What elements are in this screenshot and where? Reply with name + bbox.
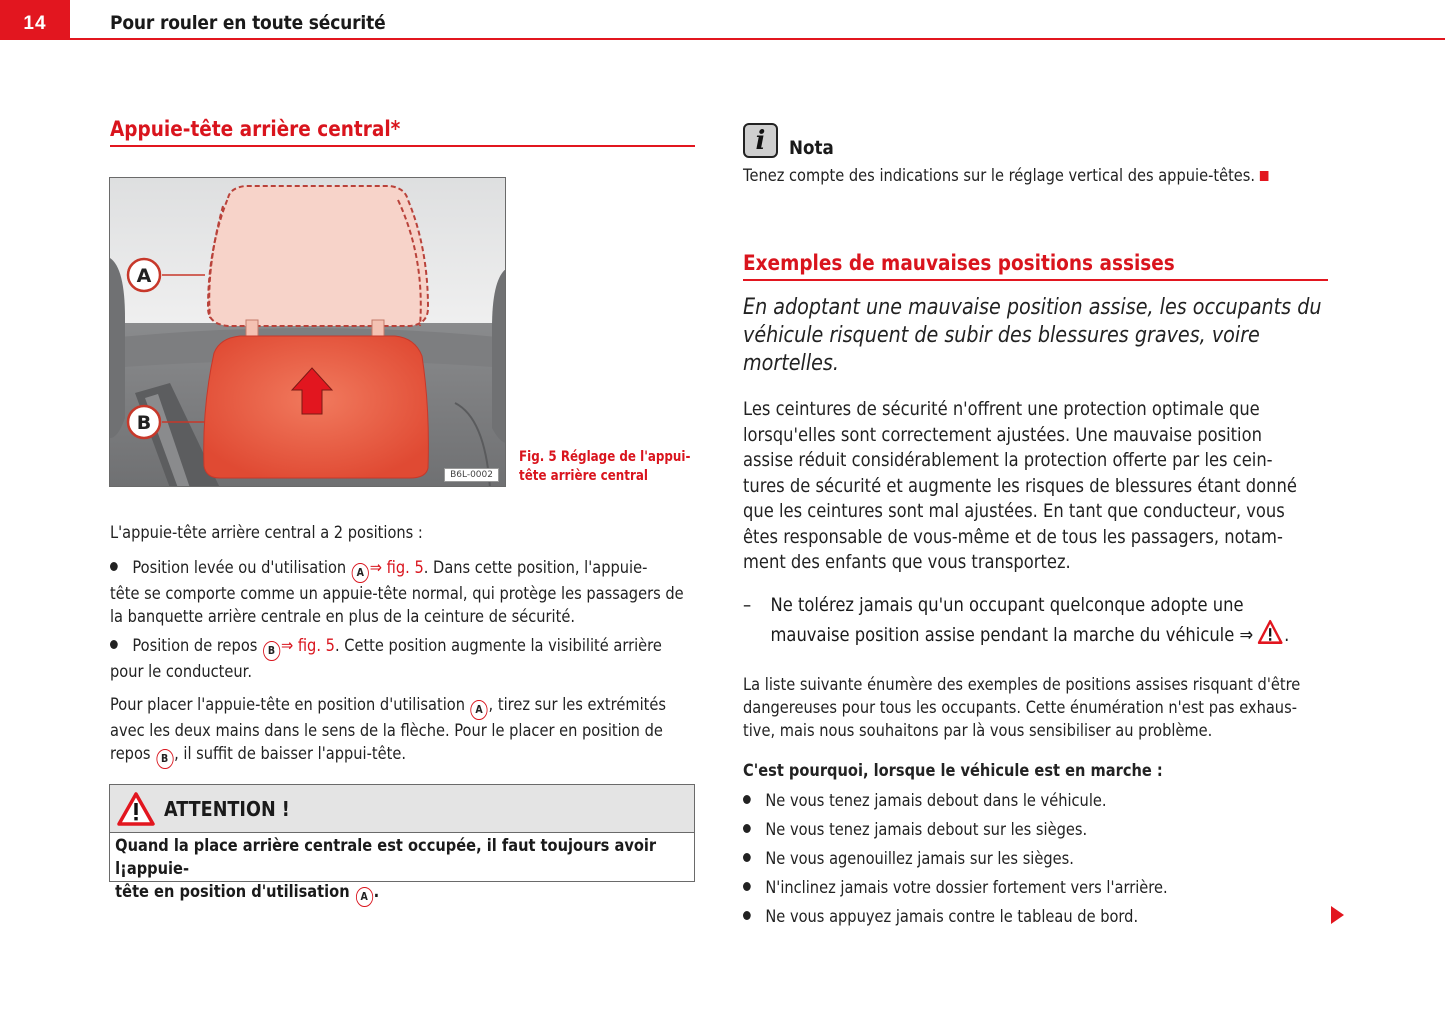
section-divider (110, 145, 695, 147)
header-divider (70, 38, 1445, 40)
bullet-item-rest: Position de repos B ⇒ fig. 5. Cette position augmente la visibilité arrière pour le conducteur. (110, 635, 662, 682)
bullet-icon (110, 562, 118, 571)
next-page-arrow-icon[interactable] (1331, 906, 1344, 924)
section-title-positions: Exemples de mauvaises positions assises (743, 251, 1175, 275)
headrest-illustration (110, 178, 506, 487)
list-item: Ne vous agenouillez jamais sur les sièges. (743, 845, 1345, 874)
marker-a: A (471, 700, 488, 720)
bullet-icon (743, 795, 751, 804)
list-intro-paragraph: La liste suivante énumère des exemples de positions assises risquant d'être dangereuses pour tous les occupants. Cette énumération n'est pas exhaus- tive, mais nous souhaitons par là vous sensibiliser au problème. (743, 675, 1301, 741)
attention-box (109, 784, 695, 903)
dash-list-item: – Ne tolérez jamais qu'un occupant quelconque adopte une mauvaise position assise pendant la marche du véhicule ⇒ . (743, 594, 1290, 646)
info-icon: i (743, 123, 778, 158)
list-item: N'inclinez jamais votre dossier fortement vers l'arrière. (743, 874, 1345, 903)
bad-positions-list (743, 787, 1345, 932)
chapter-title: Pour rouler en toute sécurité (110, 12, 386, 34)
attention-header (110, 785, 694, 833)
attention-title: ATTENTION ! (164, 796, 290, 821)
warning-triangle-icon[interactable] (1257, 619, 1285, 645)
bullet-list-positions (110, 557, 703, 769)
bullet-icon (743, 853, 751, 862)
end-of-section-icon (1260, 171, 1269, 181)
page-number: 14 (0, 0, 70, 40)
bullet-icon (743, 882, 751, 891)
section-title-headrest: Appuie-tête arrière central* (110, 117, 401, 141)
list-item: Ne vous tenez jamais debout dans le véhicule. (743, 787, 1345, 816)
marker-b: B (263, 641, 280, 661)
attention-text: Quand la place arrière centrale est occupée, il faut toujours avoir l¡appuie- tête en position d'utilisation A . (110, 833, 686, 909)
list-heading: C'est pourquoi, lorsque le véhicule est en marche : (743, 761, 1163, 781)
intro-italic-paragraph: En adoptant une mauvaise position assise, les occupants du véhicule risquent de subir des blessures graves, voire mortelles. (743, 295, 1322, 376)
marker-a: A (352, 563, 369, 583)
list-item: Ne vous tenez jamais debout sur les sièges. (743, 816, 1345, 845)
bullet-item-raised: Position levée ou d'utilisation A ⇒ fig. 5. Dans cette position, l'appuie- tête se comporte comme un appuie-tête normal, qui protège les passagers de la banquette arrière centrale en plus de la ceinture de sécurité. (110, 558, 684, 628)
nota-label: Nota (789, 137, 834, 159)
figure-caption: Fig. 5 Réglage de l'appui- tête arrière central (519, 449, 691, 484)
section-divider (743, 279, 1328, 281)
bullet-icon (743, 824, 751, 833)
dash-icon: – (743, 594, 752, 616)
marker-b: B (156, 749, 173, 769)
marker-a: A (356, 887, 373, 907)
figure-link[interactable]: ⇒ fig. 5 (280, 635, 335, 656)
figure-link[interactable]: ⇒ fig. 5 (369, 558, 424, 578)
seatbelt-paragraph: Les ceintures de sécurité n'offrent une protection optimale que lorsqu'elles sont correctement ajustées. Une mauvaise position assise réduit considérablement la protection offerte par les cein- tures de sécurité et augmente les risques de blessures étant donné que les ceintures sont mal ajustées. En tant que conducteur, vous êtes responsable de vous-même et de tous les passagers, notam- ment des enfants que vous transportez. (743, 398, 1297, 573)
usage-paragraph: Pour placer l'appuie-tête en position d'utilisation A , tirez sur les extrémités avec les deux mains dans le sens de la flèche. Pour le placer en position de repos B , il suffit de baisser l'appui-tête. (110, 694, 703, 769)
list-item: Ne vous appuyez jamais contre le tableau de bord. (743, 903, 1345, 932)
svg-text:A: A (136, 265, 152, 287)
warning-triangle-icon (116, 791, 156, 827)
bullet-icon (743, 911, 751, 920)
headrest-figure (109, 177, 506, 487)
page-header (0, 0, 1445, 42)
bullet-icon (110, 640, 118, 649)
nota-text: Tenez compte des indications sur le réglage vertical des appuie-têtes. (743, 165, 1345, 189)
svg-text:B: B (136, 412, 152, 434)
figure-code: B6L-0002 (444, 468, 499, 482)
positions-intro: L'appuie-tête arrière central a 2 positions : (110, 523, 423, 543)
